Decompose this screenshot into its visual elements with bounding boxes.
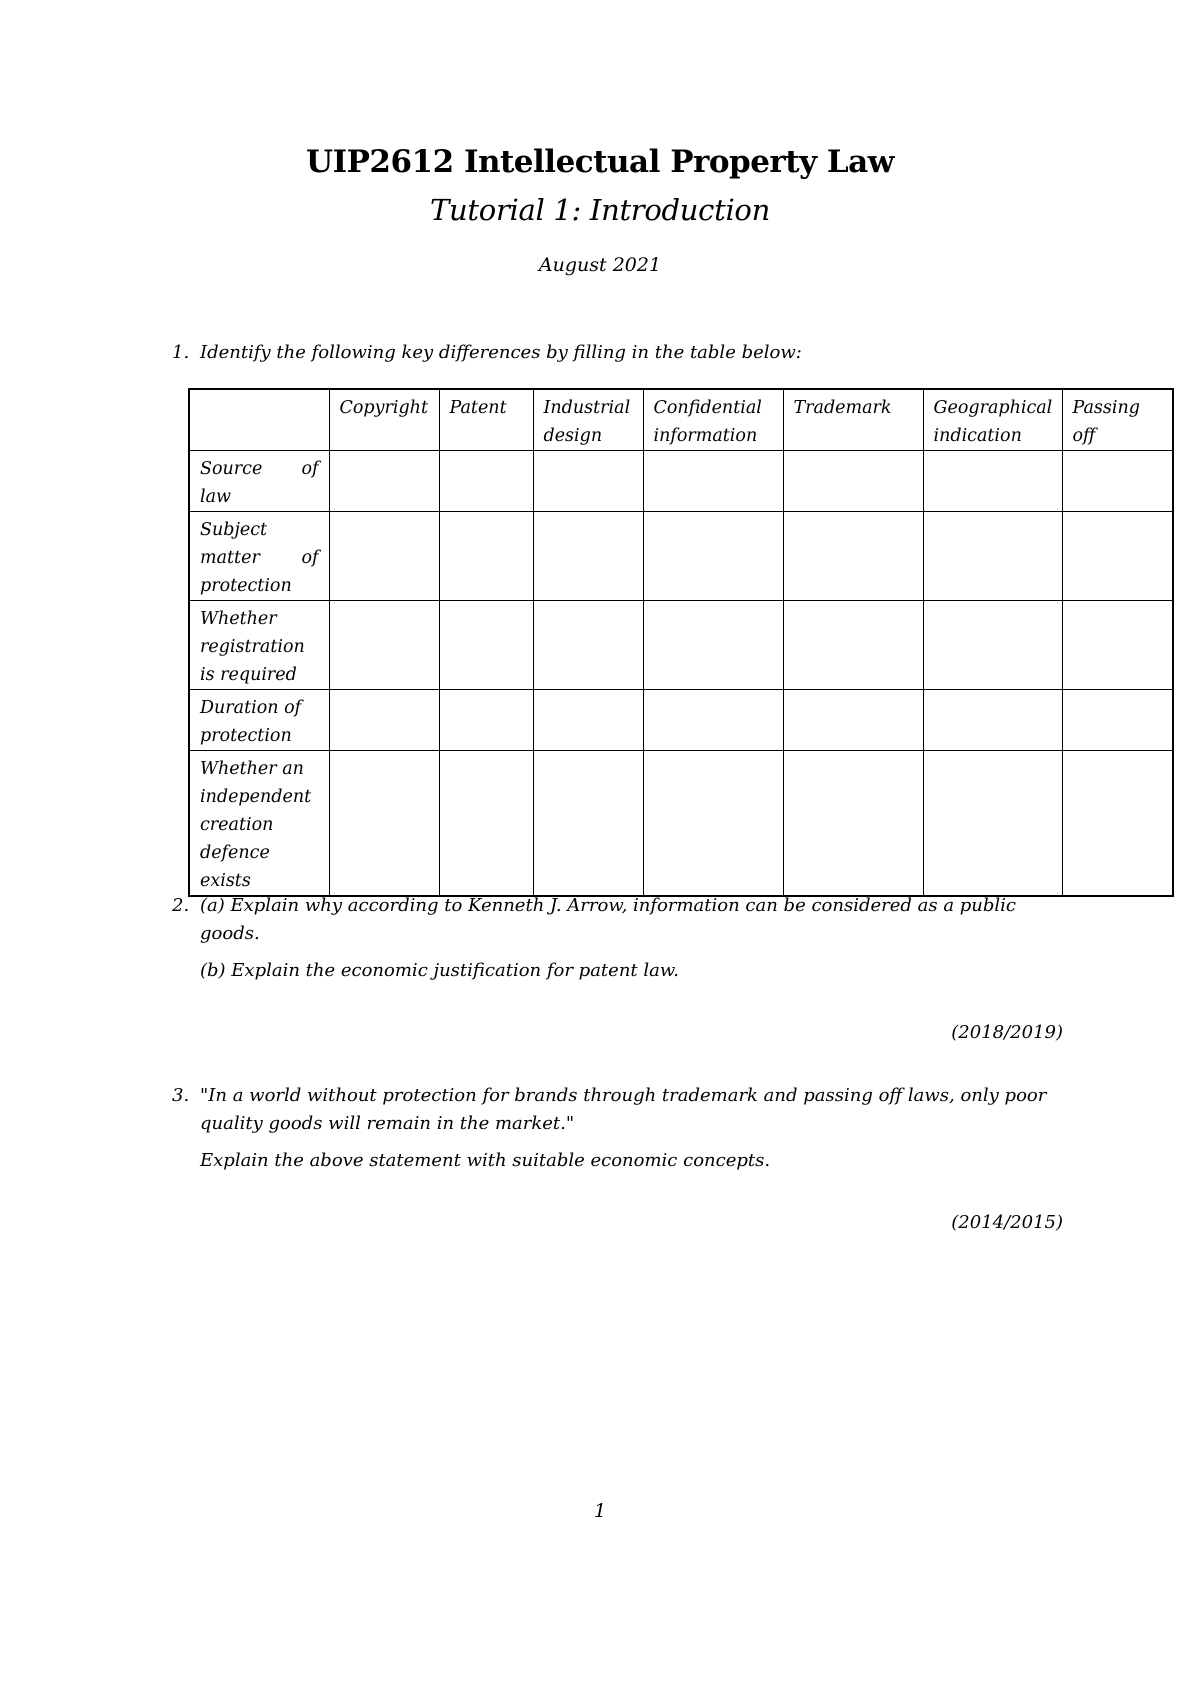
question-1-number: 1. bbox=[172, 342, 190, 363]
table-row-label: Source of law bbox=[189, 451, 329, 512]
table-cell[interactable] bbox=[923, 601, 1062, 690]
table-cell[interactable] bbox=[923, 451, 1062, 512]
table-cell[interactable] bbox=[923, 690, 1062, 751]
question-3-quote: "In a world without protection for brands through trademark and passing off laws, only poor quality goods will remain in the market." bbox=[200, 1085, 1047, 1134]
table-cell[interactable] bbox=[439, 512, 533, 601]
table-row-label: Subject matter of protection bbox=[189, 512, 329, 601]
table-cell[interactable] bbox=[533, 601, 643, 690]
table-cell[interactable] bbox=[783, 451, 923, 512]
table-cell[interactable] bbox=[643, 512, 783, 601]
comparison-table bbox=[188, 388, 1174, 897]
document-date: August 2021 bbox=[538, 254, 662, 276]
table-cell[interactable] bbox=[329, 690, 439, 751]
table-cell[interactable] bbox=[1062, 601, 1173, 690]
table-cell[interactable] bbox=[329, 512, 439, 601]
table-cell[interactable] bbox=[1062, 451, 1173, 512]
table-row-label: Whether an independent creation defence exists bbox=[189, 751, 329, 897]
table-cell[interactable] bbox=[439, 751, 533, 897]
document-title: UIP2612 Intellectual Property Law bbox=[306, 144, 894, 180]
table-cell[interactable] bbox=[643, 751, 783, 897]
table-header-cell: Geographical indication bbox=[923, 389, 1062, 451]
table-cell[interactable] bbox=[533, 751, 643, 897]
table-cell[interactable] bbox=[439, 690, 533, 751]
table-cell[interactable] bbox=[329, 451, 439, 512]
question-2-part-a: (a) Explain why according to Kenneth J. Arrow, information can be considered as a public goods. bbox=[200, 895, 1017, 944]
question-1-text: Identify the following key differences by filling in the table below: bbox=[200, 342, 802, 363]
table-cell[interactable] bbox=[329, 601, 439, 690]
table-header-cell: Confidential information bbox=[643, 389, 783, 451]
table-cell[interactable] bbox=[923, 751, 1062, 897]
table-header-cell bbox=[189, 389, 329, 451]
table-row bbox=[189, 512, 1173, 601]
table-cell[interactable] bbox=[783, 690, 923, 751]
table-row bbox=[189, 751, 1173, 897]
table-header-cell: Passing off bbox=[1062, 389, 1173, 451]
table-cell[interactable] bbox=[439, 601, 533, 690]
question-2-number: 2. bbox=[172, 895, 190, 916]
table-row-label: Whether registration is required bbox=[189, 601, 329, 690]
question-2-part-b: (b) Explain the economic justification for patent law. bbox=[200, 960, 679, 981]
table-cell[interactable] bbox=[923, 512, 1062, 601]
table-row bbox=[189, 451, 1173, 512]
table-header-cell: Patent bbox=[439, 389, 533, 451]
table-cell[interactable] bbox=[643, 601, 783, 690]
table-cell[interactable] bbox=[783, 601, 923, 690]
table-cell[interactable] bbox=[533, 512, 643, 601]
table-row bbox=[189, 690, 1173, 751]
question-3-instruction: Explain the above statement with suitable economic concepts. bbox=[200, 1150, 771, 1171]
table-cell[interactable] bbox=[533, 690, 643, 751]
table-cell[interactable] bbox=[1062, 512, 1173, 601]
table-header-row bbox=[189, 389, 1173, 451]
table-cell[interactable] bbox=[643, 451, 783, 512]
page-number: 1 bbox=[593, 1500, 607, 1522]
table-cell[interactable] bbox=[643, 690, 783, 751]
table-cell[interactable] bbox=[1062, 751, 1173, 897]
table-cell[interactable] bbox=[783, 512, 923, 601]
question-2-year: (2018/2019) bbox=[951, 1022, 1063, 1043]
document-subtitle: Tutorial 1: Introduction bbox=[430, 193, 770, 227]
table-cell[interactable] bbox=[329, 751, 439, 897]
question-3-year: (2014/2015) bbox=[951, 1212, 1063, 1233]
table-header-cell: Trademark bbox=[783, 389, 923, 451]
table-cell[interactable] bbox=[439, 451, 533, 512]
table-cell[interactable] bbox=[533, 451, 643, 512]
table-cell[interactable] bbox=[1062, 690, 1173, 751]
table-header-cell: Industrial design bbox=[533, 389, 643, 451]
table-row bbox=[189, 601, 1173, 690]
table-cell[interactable] bbox=[783, 751, 923, 897]
table-row-label: Duration of protection bbox=[189, 690, 329, 751]
question-3-number: 3. bbox=[172, 1085, 190, 1106]
table-header-cell: Copyright bbox=[329, 389, 439, 451]
